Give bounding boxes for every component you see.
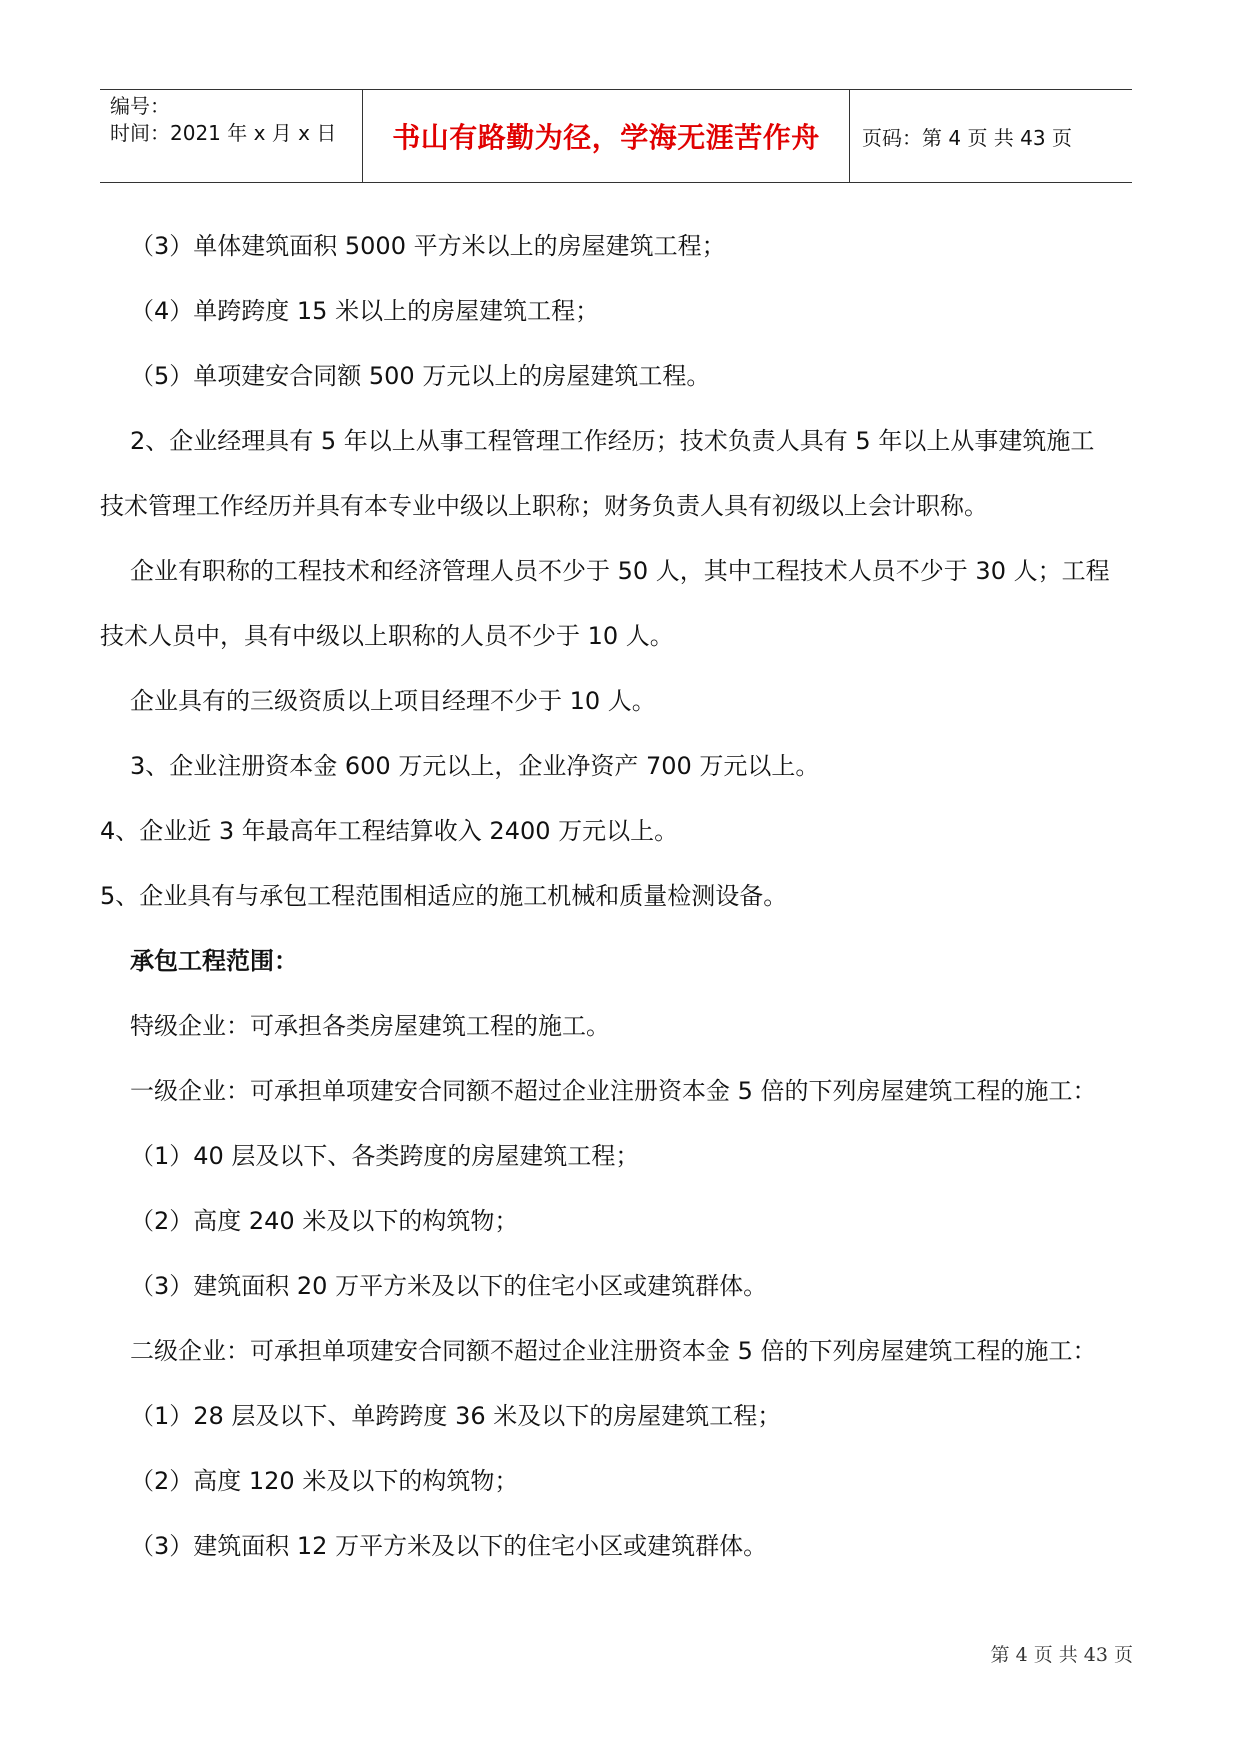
paragraph-line: （1）28 层及以下、单跨跨度 36 米及以下的房屋建筑工程； xyxy=(130,1402,782,1430)
paragraph-line: （2）高度 240 米及以下的构筑物； xyxy=(130,1207,519,1235)
paragraph-line: （1）40 层及以下、各类跨度的房屋建筑工程； xyxy=(130,1142,640,1170)
paragraph-line: 二级企业：可承担单项建安合同额不超过企业注册资本金 5 倍的下列房屋建筑工程的施工： xyxy=(130,1337,1097,1365)
page-info: 页码：第 4 页 共 43 页 xyxy=(862,125,1072,150)
paragraph-line: （4）单跨跨度 15 米以上的房屋建筑工程； xyxy=(130,297,600,325)
paragraph-line: 2、企业经理具有 5 年以上从事工程管理工作经历；技术负责人具有 5 年以上从事建筑施工 xyxy=(130,427,1095,455)
paragraph-line: 企业有职称的工程技术和经济管理人员不少于 50 人，其中工程技术人员不少于 30 人；工程 xyxy=(130,557,1110,585)
paragraph-line: 4、企业近 3 年最高年工程结算收入 2400 万元以上。 xyxy=(100,817,679,845)
section-heading: 承包工程范围： xyxy=(130,947,298,975)
motto-text: 书山有路勤为径，学海无涯苦作舟 xyxy=(392,121,820,154)
paragraph-line: 3、企业注册资本金 600 万元以上，企业净资产 700 万元以上。 xyxy=(130,752,820,780)
paragraph-line: （3）单体建筑面积 5000 平方米以上的房屋建筑工程； xyxy=(130,232,726,260)
page-header xyxy=(100,89,1132,183)
paragraph-line: （2）高度 120 米及以下的构筑物； xyxy=(130,1467,519,1495)
paragraph-line: 技术人员中，具有中级以上职称的人员不少于 10 人。 xyxy=(100,622,674,650)
paragraph-line: （3）建筑面积 12 万平方米及以下的住宅小区或建筑群体。 xyxy=(130,1532,768,1560)
header-motto-cell xyxy=(363,90,850,182)
paragraph-line: （3）建筑面积 20 万平方米及以下的住宅小区或建筑群体。 xyxy=(130,1272,768,1300)
paragraph-line: 企业具有的三级资质以上项目经理不少于 10 人。 xyxy=(130,687,656,715)
serial-number-label: 编号： xyxy=(110,94,170,118)
header-meta-cell xyxy=(100,90,363,182)
time-label: 时间：2021 年 x 月 x 日 xyxy=(110,121,337,145)
paragraph-line: 特级企业：可承担各类房屋建筑工程的施工。 xyxy=(130,1012,610,1040)
paragraph-line: 5、企业具有与承包工程范围相适应的施工机械和质量检测设备。 xyxy=(100,882,788,910)
header-page-cell xyxy=(850,90,1132,182)
paragraph-line: 技术管理工作经历并具有本专业中级以上职称；财务负责人具有初级以上会计职称。 xyxy=(100,492,988,520)
document-body xyxy=(100,214,1160,1579)
page-footer: 第 4 页 共 43 页 xyxy=(990,1644,1133,1666)
paragraph-line: （5）单项建安合同额 500 万元以上的房屋建筑工程。 xyxy=(130,362,711,390)
paragraph-line: 一级企业：可承担单项建安合同额不超过企业注册资本金 5 倍的下列房屋建筑工程的施工： xyxy=(130,1077,1097,1105)
